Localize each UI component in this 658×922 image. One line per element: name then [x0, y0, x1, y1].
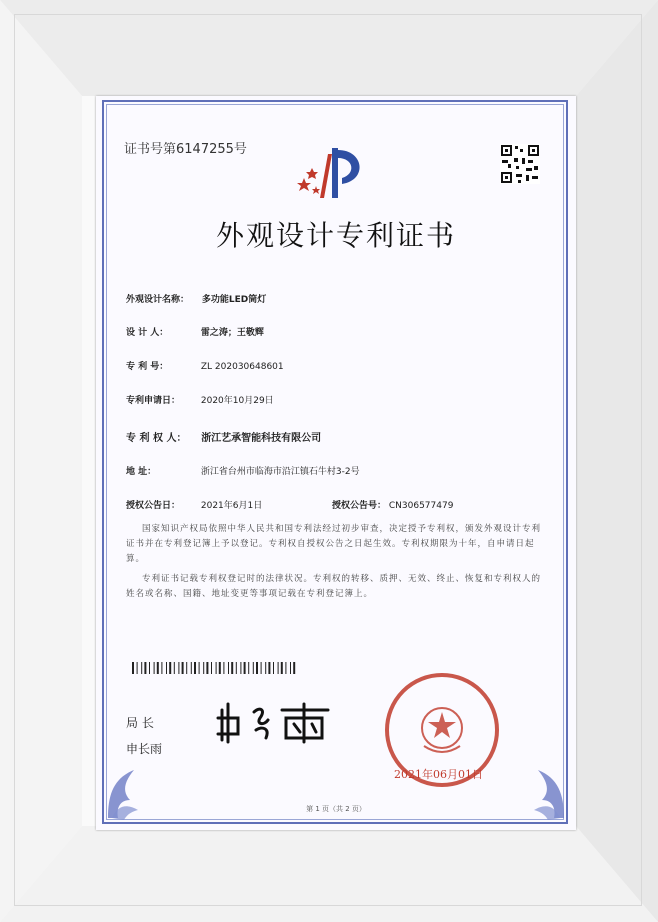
field-value: ZL 202030648601	[200, 362, 284, 372]
field-value: 雷之涛；王敬辉	[200, 328, 264, 338]
field-patent-owner	[126, 429, 321, 444]
page-number: 第 1 页（共 2 页）	[306, 805, 366, 813]
signer-name: 申长雨	[126, 742, 163, 756]
field-label: 授权公告日：	[126, 501, 181, 511]
field-label: 专利申请日：	[126, 396, 181, 406]
field-label: 专 利 号：	[126, 362, 169, 372]
field-value: CN306577479	[388, 501, 454, 511]
field-label: 设 计 人：	[126, 328, 169, 338]
patent-office-logo-icon	[294, 140, 374, 206]
field-label: 专 利 权 人：	[126, 433, 187, 444]
certificate-paragraph-1: 国家知识产权局依照中华人民共和国专利法经过初步审查，决定授予专利权，颁发外观设计专利证书并在专利登记簿上予以登记。专利权自授权公告之日起生效。专利权期限为十年，自申请日起算。	[126, 524, 542, 564]
qr-code-icon	[500, 144, 540, 184]
field-grant-number	[332, 498, 453, 511]
field-value: 2021年6月1日	[200, 501, 263, 511]
certificate-number: 证书号第6147255号	[124, 142, 247, 157]
signer-role: 局 长	[126, 716, 154, 730]
field-designer	[126, 325, 264, 338]
field-grant-date	[126, 498, 262, 511]
handwritten-signature	[216, 700, 336, 744]
field-label: 外观设计名称：	[126, 295, 190, 305]
barcode-icon	[132, 662, 296, 674]
field-value: 2020年10月29日	[200, 396, 274, 406]
field-label: 授权公告号：	[332, 501, 387, 511]
field-patent-number	[126, 359, 284, 372]
field-value: 浙江艺承智能科技有限公司	[201, 433, 322, 444]
certificate-paper	[96, 96, 576, 830]
field-design-name	[126, 292, 266, 305]
certificate-paragraph-2: 专利证书记载专利权登记时的法律状况。专利权的转移、质押、无效、终止、恢复和专利权人的姓名或名称、国籍、地址变更等事项记载在专利登记簿上。	[126, 574, 542, 599]
field-value: 多功能LED筒灯	[201, 295, 267, 305]
certificate-title: 外观设计专利证书	[215, 219, 456, 252]
seal-date: 2021年06月01日	[394, 768, 483, 781]
field-value: 浙江省台州市临海市沿江镇石牛村3-2号	[200, 467, 360, 477]
field-label: 地 址：	[126, 467, 157, 477]
field-filing-date	[126, 393, 274, 406]
field-address	[126, 464, 360, 477]
